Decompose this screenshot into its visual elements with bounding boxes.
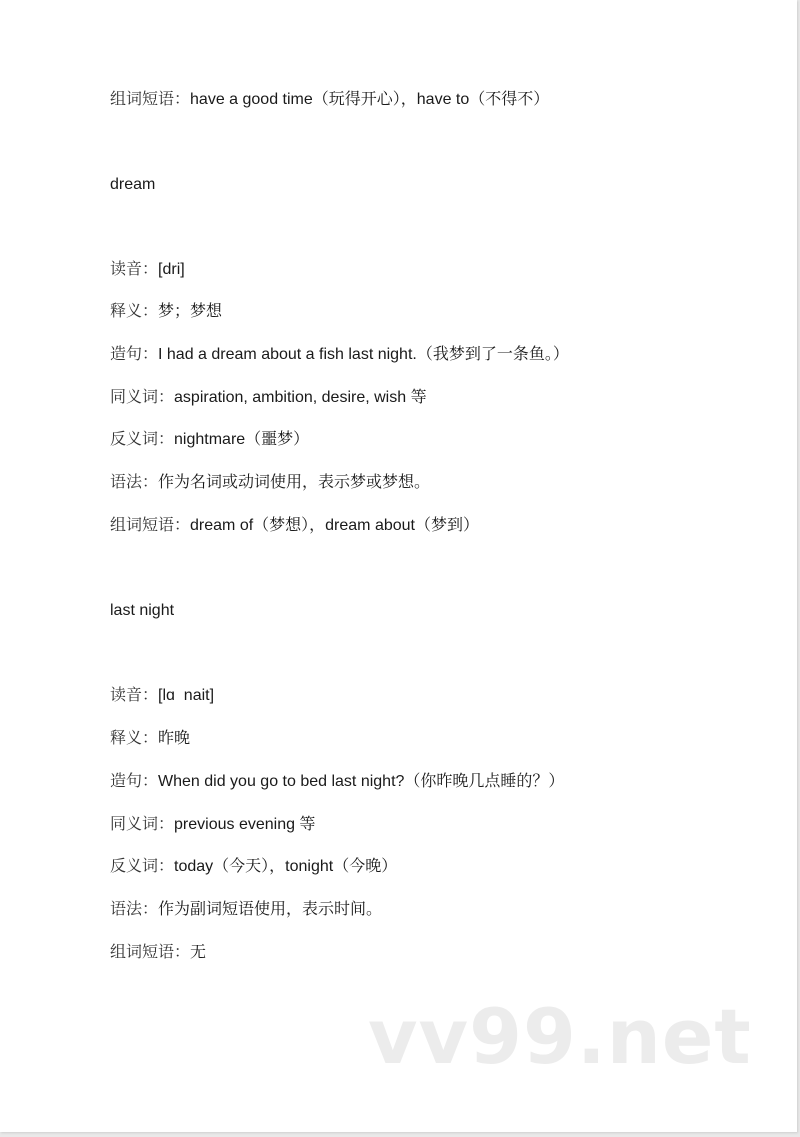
line-text: When did you go to bed last night?（你昨晚几点睡的？） [158,773,565,790]
line-label: 读音： [110,261,159,278]
line-text: I had a dream about a fish last night.（我梦到了一条鱼。） [158,346,569,363]
line-text: 无 [190,944,207,961]
meaning-line [110,728,190,750]
line-label: 组词短语： [110,944,191,961]
line-label: 组词短语： [110,91,191,108]
line-text: dream of（梦想），dream about（梦到） [190,517,479,534]
line-text: nightmare（噩梦） [174,431,310,448]
antonym-line [110,429,309,451]
line-text: 梦；梦想 [158,303,223,320]
word-heading-dream [110,174,155,196]
watermark: vv99.net [368,992,752,1081]
line-text: aspiration, ambition, desire, wish 等 [174,389,427,406]
line-text: today（今天），tonight（今晚） [174,858,398,875]
line-label: 释义： [110,730,159,747]
pronunciation-line [110,685,214,707]
pronunciation-line [110,259,185,281]
line-label: 释义： [110,303,159,320]
line-label: 造句： [110,346,159,363]
line-label: 同义词： [110,389,175,406]
antonym-line [110,856,397,878]
line-text: have a good time（玩得开心），have to（不得不） [190,91,550,108]
example-line [110,771,564,793]
line-label: 反义词： [110,858,175,875]
grammar-line [110,472,430,494]
phrase-line [110,942,206,964]
line-text: [dri] [158,261,185,278]
line-text: 作为副词短语使用，表示时间。 [158,901,383,918]
synonym-line [110,814,315,836]
line-text: [lɑ nait] [158,687,215,704]
line-label: 同义词： [110,816,175,833]
synonym-line [110,387,427,409]
word-heading-last-night [110,600,174,622]
phrase-line [110,515,479,537]
line-text: dream [110,176,156,193]
meaning-line [110,301,222,323]
line-label: 语法： [110,474,159,491]
line-text: 昨晚 [158,730,191,747]
line-text: 作为名词或动词使用，表示梦或梦想。 [158,474,431,491]
line-label: 语法： [110,901,159,918]
line-label: 组词短语： [110,517,191,534]
line-label: 反义词： [110,431,175,448]
example-line [110,344,569,366]
line-label: 造句： [110,773,159,790]
phrase-line [110,89,549,111]
grammar-line [110,899,382,921]
line-text: last night [110,602,175,619]
line-label: 读音： [110,687,159,704]
line-text: previous evening 等 [174,816,316,833]
